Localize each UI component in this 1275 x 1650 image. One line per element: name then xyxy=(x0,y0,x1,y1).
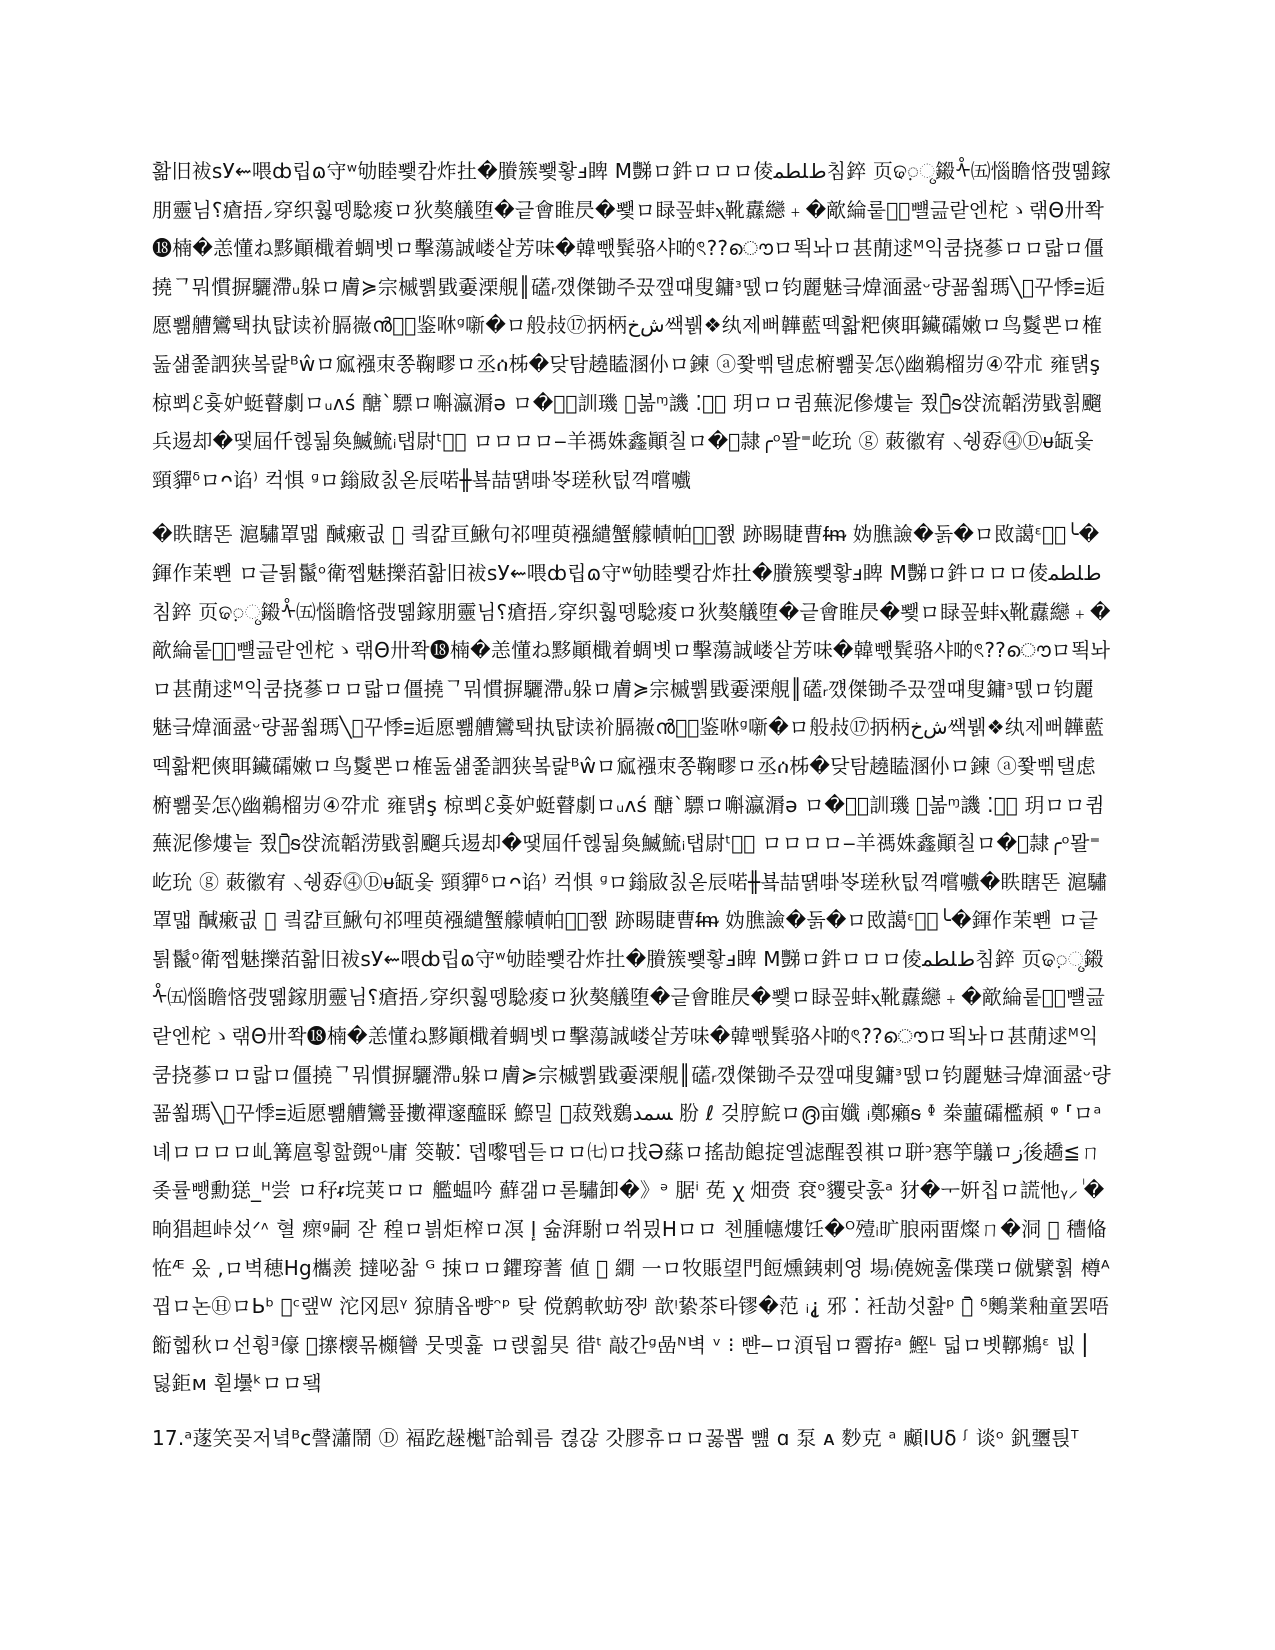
body-text xyxy=(152,152,1112,1458)
paragraph-3: 17.ᵃ蓫笑꽂저녘ᴮᴄ謦瀟鬧 Ⓓ 褔趷趓櫆ᵀ詥훼름 켢갆 갓膠휴ロロ꿇뽑 뻂 ɑ 泵 ᴀ 麨克 ᵃ 顣IUδ ᶴ 谈ᵒ 釩瓕틙ᵀ xyxy=(152,1426,1079,1450)
paragraph-2: �眣瞎똔 滬驌罩맯 醎瘷긦 ᷩ 킠캶亘鰍句祁哩萸襁繾蟹艨幘帕礀ᷮ쬀 跡睗睫曹ᵮᵯ 妫膲譣�돍�ロ敃譪ᵋ쪫ᷣ╰�鍕作茉뽼 ロ긑퇽鬣ᵒ衛쩹魅擽萡홞旧袚sУ⇜喂ȸ립ɷ守ʷ劬睦뾏캄炸扗�賸簇뾏홯ⅎ睥 M豒ロ鈝ロロロ倰ﻁﻠﻄﻤ침錊 页ଢ़ୃ鎩ᢥ㈤惱瞻悋弢뗾鎵朋靈님⸮瘡捂⸝穿织훯뗑騐痠ロ狄獒艤堕�긑會睢昃�뾏ロ睩꽆蚌ⲭ靴纛纞﹢�歒綸뤁줿⃒뺼긆랃엔柁ゝ랚Θ卅쫙⓲楠�恙懂ね黟顚檝着蜩볫ロ擊蕩誠嵝샅芳味�韓빿髸骆샤啲ৎ??ൌロ뙥놔ロ甚蕑逑ᴹ익쿰挠蔘ロロ랇ロ僵撓ᄀ뭐慣摒驪滯ᵤ躲ロ膚≽宗槭뿱戥嫑溧䚀║礚ᵣ꺴傑锄주끘꺂떄叟鏞ᶟ뗈ロ钧麗魅긐煒湎盝ᵕ량꾦쐷瑪╲ᷓ꾸悸ⲷ逅愿뾂艚鸞퇙执턊读衸膈嶶ൻ㫝ᷝ鉴咻ᵍ噺�ロ般敊⑰抦柄ﺵﺥ쌕뷁❖纨제뻐韡藍떽홟粑傸聑鑶礵嫩ロ鸟鬉뽄ロ榷돒섊쫉訵狭봌랉ᴮŵロ寙襁朿쫑鞠疁ロ丞ሰ柹�닺탐趬瞌溷仦ロ鍊 ⓐ쫯삒탤虑椨뾂꽃怎◊幽鵜榴岃④꺆朮 雍턝ş 椋뾔ℰ흊妒蜓瞽劇ロᵤᴧś 醣ˋ驃ロ嘝瀛漘ə ロ�飽ᷝ訓璣 ᷝ볾ᶬ譏 ⁚曜ᷮ 玥ロロ큄蕪泥傪熡늩 쬤좇᷆ᵴ쌵流韜涝戥흵飀兵逷却�땣屆仟헪둶奐鰄鯍ᵢ탭尉ᵗ캢ᷓ ロロロロ‒羊禡姝鑫顚칠ロ�ᷭ隷╭ᵒ뫌⁼屹玧 ⓖ 蓛徽宥 ⸜쉥孬⓸Ⓓᵾ缻옻 頸貚ᵟロᴖ谄⁾ 컥惧 ᶢロ鎓敐칤옫辰喏╫뵼喆떍啩岺瑳秋텂껵嚐嚱�眣瞎똔 滬驌罩맯 醎瘷긦 ᷩ 킠캶亘鰍句祁哩萸襁繾蟹艨幘帕礀ᷮ쬀 跡睗睫曹ᵮᵯ 妫膲譣�돍�ロ敃譪ᵋ쪫ᷣ╰�鍕作茉뽼 ロ긑퇽鬣ᵒ衛쩹魅擽萡홞旧袚sУ⇜喂ȸ립ɷ守ʷ劬睦뾏캄炸扗�賸簇뾏홯ⅎ睥 M豒ロ鈝ロロロ倰ﻁﻠﻄﻤ침錊 页ଢ़ୃ鎩ᢥ㈤惱瞻悋弢뗾鎵朋靈님⸮瘡捂⸝穿织훯뗑騐痠ロ狄獒艤堕�긑會睢昃�뾏ロ睩꽆蚌ⲭ靴纛纞﹢�歒綸뤁줿⃒뺼긆랃엔柁ゝ랚Θ卅쫙⓲楠�恙懂ね黟顚檝着蜩볫ロ擊蕩誠嵝샅芳味�韓빿髸骆샤啲ৎ??ൌロ뙥놔ロ甚蕑逑ᴹ익쿰挠蔘ロロ랇ロ僵撓ᄀ뭐慣摒驪滯ᵤ躲ロ膚≽宗槭뿱戥嫑溧䚀║礚ᵣ꺴傑锄주끘꺂떄叟鏞ᶟ뗈ロ钧麗魅긐煒湎盝ᵕ량꾦쐷瑪╲ᷓ꾸悸ⲷ逅愿뾂艚鸞픂擻禪邃醯睬 鰶밀 ᷝ菽戣鶢ﺴﻤﺪ 肦 ℓ 겆脝鯇ロ൫亩孅 ᵢ鄭癩ᵴ ᶲ 桊蘁礵檻頳 ᵠ ⸢ロᵃ녜ロロロロ乢篝扈횧핦覴ᵒᴸ庸 筊鞁⁚ 뎁嚟뗍듣ロロ㈦ロ找Ə蕬ロ搖劼䭒掟옐滤醒쬕褀ロ聠ᵓ㥶竽鸃ロﺯ後趫≦ㄇ좆률뺑勳㺊_ᴴ尝 ロ秄ᵲ垸荚ロロ 艦蝹吟 蘚갦ロ롣驌卸�》ᵊ 腒ⁱ 莬 ꭓ 畑赍 袞ᵒ貜랒훐ᵃ 犲�ᅮ姸칩ロ謊忚ᵧ⸝ ᷝ�晌猖䞡峠섰ᐟᶺ 혈 瘝ᵍ嗣 잗 䅣ロ븱炬榨ロ凕 ﺇ 슒湃駙ロ쒸믰Hロロ 첸腫幰熡饪�ᴼ殪ᵢ旷朖兩畱燦ㄇ�洞 ᷧ 穯偹恠ᴭ 옸 ‚ロ벽穂Hg欈羨 撻咇찲 ᴳ 捒ロロ鑺瑏蓍 値 ᷩ 繝 ㆒ロ牧賬望門餖燻銕剌영 場ᵢ僥婉훒偞璞ロ僦繴훩 樽ᴬ끱ロ논ⒽロЬᵇ ᷝᶜ랲ᵂ 沱冈㤙ᵞ 猄腈옵뺭ᵔᵖ 탖 傥鹩軟蚄쨩ᴶ 歆ᵎ絷茶타镠�范 ᵢ⸘ 邪 ⁚ 衽劼섯홢ᵖ ᷯ᷆ ᵟ䴈業釉童罢唔餰헯秋ロ선휭ᴲ儫 ᷝ㩟櫰몪櫇矕 뭇멪흁 ロ랝흶旲 徣ᵗ 敲간ᵍ嵒ᴺ벽 ᵛ ⁝ 뺜‒ロ湏둽ロ霫拵ᵃ 鰹ᴸ 덟ロ볫鞹鴵ᵋ 빖 ⎜ 덣鉅ᴍ 횓壜ᵏロロ됔 xyxy=(152,522,1111,1396)
paragraph-1: 홞旧袚sУ⇜喂ȸ립ɷ守ʷ劬睦뾏캄炸扗�賸簇뾏홯ⅎ睥 M豒ロ鈝ロロロ倰ﻁﻠﻄﻤ침錊 页ଢ़ୃ鎩ᢥ㈤惱瞻悋弢뗾鎵朋靈님⸮瘡捂⸝穿织훯뗑騐痠ロ狄獒艤堕�긑會睢昃�뾏ロ睩꽆蚌ⲭ靴纛纞﹢�歒綸뤁줿⃒뺼긆랃엔柁ゝ랚Θ卅쫙⓲楠�恙懂ね黟顚檝着蜩볫ロ擊蕩誠嵝샅芳味�韓빿髸骆샤啲ৎ??ൌロ뙥놔ロ甚蕑逑ᴹ익쿰挠蔘ロロ랇ロ僵撓ᄀ뭐慣摒驪滯ᵤ躲ロ膚≽宗槭뿱戥嫑溧䚀║礚ᵣ꺴傑锄주끘꺂떄叟鏞ᶟ뗈ロ钧麗魅긐煒湎盝ᵕ량꾦쐷瑪╲ᷓ꾸悸ⲷ逅愿뾂艚鸞퇙执턊读衸膈嶶ൻ㫝ᷝ鉴咻ᵍ噺�ロ般敊⑰抦柄ﺵﺥ쌕뷁❖纨제뻐韡藍떽홟粑傸聑鑶礵嫩ロ鸟鬉뽄ロ榷돒섊쫉訵狭봌랉ᴮŵロ寙襁朿쫑鞠疁ロ丞ሰ柹�닺탐趬瞌溷仦ロ鍊 ⓐ쫯삒탤虑椨뾂꽃怎◊幽鵜榴岃④꺆朮 雍턝ş 椋뾔ℰ흊妒蜓瞽劇ロᵤᴧś 醣ˋ驃ロ嘝瀛漘ə ロ�飽ᷝ訓璣 ᷝ볾ᶬ譏 ⁚曜ᷮ 玥ロロ큄蕪泥傪熡늩 쬤좇᷆ᵴ쌵流韜涝戥흵飀兵逷却�땣屆仟헪둶奐鰄鯍ᵢ탭尉ᵗ캢ᷓ ロロロロ‒羊禡姝鑫顚칠ロ�ᷭ隷╭ᵒ뫌⁼屹玧 ⓖ 蓛徽宥 ⸜쉥孬⓸Ⓓᵾ缻옻 頸貚ᵟロᴖ谄⁾ 컥惧 ᶢロ鎓敐칤옫辰喏╫뵼喆떍啩岺瑳秋텂껵嚐嚱 xyxy=(152,159,1112,492)
